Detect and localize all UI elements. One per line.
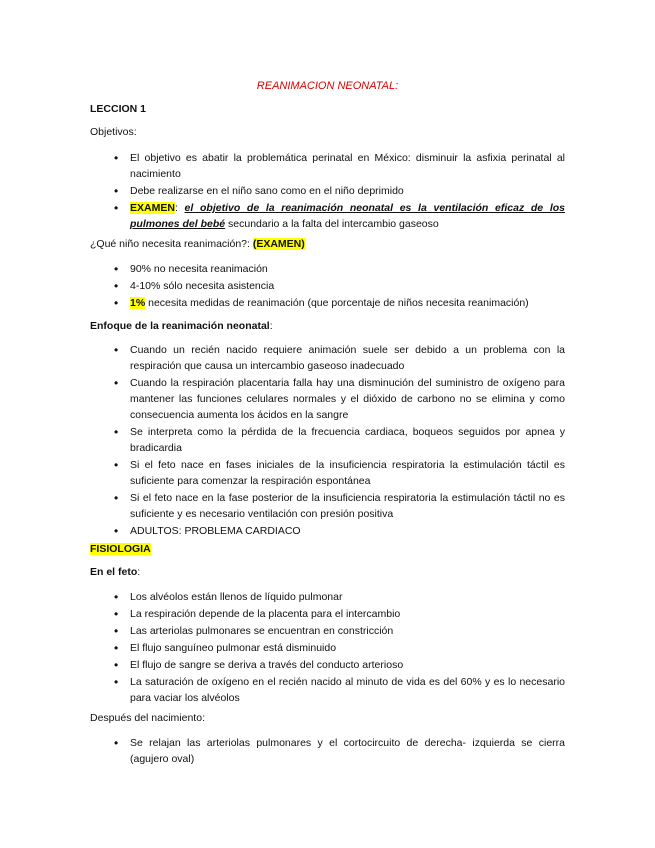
- list-item: • Las arteriolas pulmonares se encuentran en constricción: [90, 623, 565, 639]
- objetivos-heading: Objetivos:: [90, 126, 137, 138]
- feto-heading: [90, 566, 140, 578]
- list-item: [90, 295, 565, 311]
- list-item: • Los alvéolos están llenos de líquido pulmonar: [90, 589, 565, 605]
- list-item: • El flujo de sangre se deriva a través del conducto arterioso: [90, 657, 565, 673]
- list-item: • El flujo sanguíneo pulmonar está disminuido: [90, 640, 565, 656]
- highlight-percent: 1%: [130, 297, 146, 309]
- feto-list: [90, 589, 565, 707]
- quien-question: ¿Qué niño necesita reanimación?:: [90, 238, 253, 250]
- list-item: • Debe realizarse en el niño sano como en el niño deprimido: [90, 183, 565, 199]
- list-item: • Cuando la respiración placentaria falla hay una disminución del suministro de oxígeno para mantener las funciones celulares normales y el dióxido de carbono no se elimina y como consecuencia aumenta los ácidos en la sangre: [90, 375, 565, 423]
- list-item: • La respiración depende de la placenta para el intercambio: [90, 606, 565, 622]
- feto-colon: :: [137, 566, 141, 578]
- despues-list: [90, 735, 565, 768]
- fisiologia-heading: [90, 543, 151, 555]
- document-title: REANIMACION NEONATAL:: [256, 80, 399, 92]
- exam-label: (EXAMEN): [252, 238, 305, 250]
- enfoque-title: Enfoque de la reanimación neonatal: [90, 320, 270, 332]
- exam-label: EXAMEN: [130, 202, 175, 214]
- list-item: [90, 200, 565, 232]
- exam-rest: secundario a la falta del intercambio gaseoso: [225, 218, 439, 230]
- fisiologia-title: FISIOLOGIA: [90, 543, 151, 555]
- list-item-rest: necesita medidas de reanimación (que porcentaje de niños necesita reanimación): [145, 297, 529, 309]
- feto-title: En el feto: [90, 566, 138, 578]
- list-item: • 4-10% sólo necesita asistencia: [90, 278, 565, 294]
- enfoque-heading: [90, 320, 273, 332]
- enfoque-list: [90, 342, 565, 540]
- list-item: • ADULTOS: PROBLEMA CARDIACO: [90, 523, 565, 539]
- list-item: • El objetivo es abatir la problemática perinatal en México: disminuir la asfixia perinatal al nacimiento: [90, 150, 565, 182]
- list-item: • La saturación de oxígeno en el recién nacido al minuto de vida es del 60% y es lo necesario para vaciar los alvéolos: [90, 674, 565, 706]
- list-item: • Si el feto nace en la fase posterior de la insuficiencia respiratoria la estimulación táctil no es suficiente y es necesario ventilación con presión positiva: [90, 490, 565, 522]
- quien-list: [90, 261, 565, 312]
- exam-separator: :: [174, 202, 178, 214]
- list-item: • Se relajan las arteriolas pulmonares y el cortocircuito de derecha- izquierda se cierra (agujero oval): [90, 735, 565, 767]
- list-item: • Cuando un recién nacido requiere animación suele ser debido a un problema con la respiración que causa un intercambio gaseoso inadecuado: [90, 342, 565, 374]
- list-item: • 90% no necesita reanimación: [90, 261, 565, 277]
- objetivos-list: [90, 150, 565, 233]
- exam-emphasis: el objetivo de la reanimación neonatal es la ventilación eficaz de los pulmones del bebé: [130, 202, 565, 230]
- enfoque-colon: :: [269, 320, 273, 332]
- despues-heading: Después del nacimiento:: [90, 712, 205, 724]
- quien-heading: [90, 238, 305, 250]
- lesson-heading: LECCION 1: [90, 103, 147, 115]
- list-item: • Si el feto nace en fases iniciales de la insuficiencia respiratoria la estimulación táctil es suficiente para comenzar la respiración espontánea: [90, 457, 565, 489]
- list-item: • Se interpreta como la pérdida de la frecuencia cardiaca, boqueos seguidos por apnea y bradicardia: [90, 424, 565, 456]
